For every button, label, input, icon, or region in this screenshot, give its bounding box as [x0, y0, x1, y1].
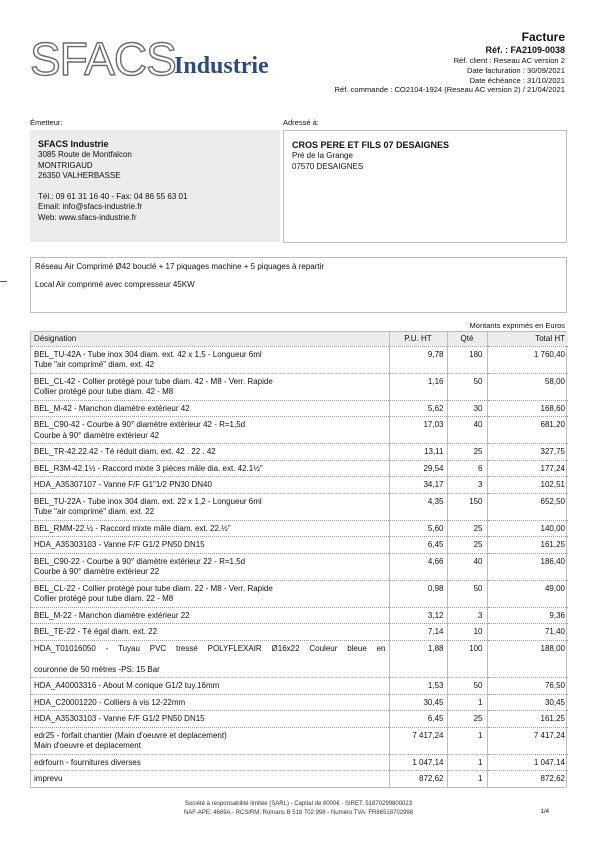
- item-designation: [31, 754, 389, 771]
- item-designation: [31, 553, 389, 580]
- item-unit-price: 1,88: [389, 640, 447, 678]
- invoice-title: Facture: [521, 30, 565, 44]
- item-unit-price: 1 047,14: [389, 754, 447, 771]
- issuer-name: SFACS Industrie: [38, 139, 109, 149]
- table-row: [31, 754, 568, 771]
- item-unit-price: 7,14: [389, 624, 447, 641]
- item-label: BEL_R3M-42.1½ - Raccord mixte 3 pièces mâle dia. ext. 42.1½": [34, 463, 263, 473]
- invoice-ref: Réf. : FA2109-0038: [485, 45, 565, 55]
- table-row: [31, 346, 568, 373]
- item-quantity: 1: [447, 694, 487, 711]
- item-label: HDA_A35307107 - Vanne F/F G1"1/2 PN30 DN40: [34, 480, 212, 489]
- item-label: BEL_M-22 - Manchon diamètre extérieur 22: [34, 610, 190, 620]
- item-label: HDA_T01016050 - Tuyau PVC tressé POLYFLEXAIR Ø16x22 Couleur bleue en: [34, 643, 386, 653]
- table-row: [31, 520, 568, 537]
- due-date: Date échéance : 31/10/2021: [469, 75, 565, 85]
- item-designation: [31, 373, 389, 400]
- table-row: [31, 477, 568, 494]
- table-row: [31, 711, 568, 728]
- item-label: BEL_CL-22 - Collier protégé pour tube diam. 22 - M8 - Verr. Rapide: [34, 583, 273, 593]
- table-row: [31, 373, 568, 400]
- item-total: 49,00: [487, 580, 568, 607]
- item-quantity: 3: [447, 607, 487, 624]
- item-detail: Courbe à 90° diamètre extérieur 22: [34, 567, 160, 576]
- fold-mark: [0, 281, 7, 282]
- item-unit-price: 6,45: [389, 711, 447, 728]
- line-items-table: [30, 331, 567, 788]
- item-label: BEL_TE-22 - Té égal diam. ext. 22: [34, 627, 158, 636]
- item-total: 7 417,24: [487, 727, 568, 754]
- item-unit-price: 29,54: [389, 460, 447, 477]
- issuer-box: [30, 130, 280, 242]
- item-label: BEL_TU-22A - Tube inox 304 diam. ext. 22 x 1,2 - Longueur 6ml: [34, 496, 262, 506]
- item-total: 71,40: [487, 624, 568, 641]
- description-line-1: Réseau Air Comprimé Ø42 bouclé + 17 piquages machine + 5 piquages à repartir: [35, 262, 325, 271]
- item-total: 102,51: [487, 477, 568, 494]
- item-unit-price: 7 417,24: [389, 727, 447, 754]
- item-quantity: 1: [447, 727, 487, 754]
- item-unit-price: 1,53: [389, 678, 447, 695]
- item-total: 9,36: [487, 607, 568, 624]
- item-total: 872,62: [487, 771, 568, 787]
- item-label: HDA_A35303103 - Vanne F/F G1/2 PN50 DN15: [34, 714, 205, 723]
- table-row: [31, 771, 568, 787]
- item-quantity: 40: [447, 417, 487, 444]
- table-row: [31, 624, 568, 641]
- col-header-quantity: Qté: [447, 332, 487, 346]
- item-quantity: 180: [447, 346, 487, 373]
- footer-line-2: NAF-APE: 4669A - RCS/RM: Romans B 518 702 998 - Numéro TVA: FR86518702998: [183, 810, 414, 816]
- item-quantity: 150: [447, 493, 487, 520]
- item-total: 186,40: [487, 553, 568, 580]
- recipient-address-1: Pré de la Grange: [292, 151, 353, 160]
- table-row: [31, 694, 568, 711]
- table-row: [31, 553, 568, 580]
- item-detail: Collier protégé pour tube diam. 42 - M8: [34, 387, 174, 396]
- item-total: 58,00: [487, 373, 568, 400]
- item-quantity: 50: [447, 373, 487, 400]
- col-header-total: Total HT: [487, 332, 568, 346]
- item-total: 76,50: [487, 678, 568, 695]
- col-header-designation: Désignation: [31, 332, 389, 346]
- item-designation: [31, 640, 389, 678]
- item-unit-price: 34,17: [389, 477, 447, 494]
- item-designation: [31, 607, 389, 624]
- recipient-label: Adressé à:: [283, 118, 319, 127]
- item-label: HDA_A35303103 - Vanne F/F G1/2 PN50 DN15: [34, 540, 205, 549]
- invoice-description: [30, 257, 567, 313]
- item-unit-price: 872,62: [389, 771, 447, 787]
- item-label: imprevu: [34, 774, 63, 783]
- item-total: 327,75: [487, 444, 568, 461]
- item-designation: [31, 346, 389, 373]
- item-total: 177,24: [487, 460, 568, 477]
- item-label: HDA_A40003316 - About M conique G1/2 tuy.16mm: [34, 681, 220, 690]
- item-detail: Tube "air comprimé" diam. ext. 22: [34, 507, 155, 516]
- item-unit-price: 5,62: [389, 400, 447, 417]
- item-label: HDA_C20001220 - Colliers à vis 12-22mm: [34, 697, 186, 707]
- issuer-email: Email: info@sfacs-industrie.fr: [38, 202, 143, 211]
- table-row: [31, 400, 568, 417]
- item-unit-price: 4,35: [389, 493, 447, 520]
- table-row: [31, 640, 568, 678]
- item-unit-price: 30,45: [389, 694, 447, 711]
- item-quantity: 25: [447, 711, 487, 728]
- item-total: 161,25: [487, 711, 568, 728]
- item-total: 140,00: [487, 520, 568, 537]
- item-total: 1 047,14: [487, 754, 568, 771]
- item-label: BEL_C90-42 - Courbe à 90° diamètre extérieur 42 - R=1,5d: [34, 420, 246, 429]
- item-unit-price: 1,16: [389, 373, 447, 400]
- item-unit-price: 6,45: [389, 537, 447, 554]
- item-designation: [31, 477, 389, 494]
- item-quantity: 10: [447, 624, 487, 641]
- item-label: BEL_TR-42.22.42 - Té réduit diam. ext. 42 . 22 . 42: [34, 447, 216, 456]
- item-quantity: 50: [447, 678, 487, 695]
- issuer-website: Web: www.sfacs-industrie.fr: [38, 212, 137, 222]
- item-quantity: 30: [447, 400, 487, 417]
- item-detail: couronne de 50 mètres -PS: 15 Bar: [34, 664, 160, 674]
- item-quantity: 25: [447, 520, 487, 537]
- issuer-phone: Tél.: 09 61 31 16 40 - Fax: 04 86 55 63 01: [38, 191, 188, 201]
- item-designation: [31, 537, 389, 554]
- item-unit-price: 13,11: [389, 444, 447, 461]
- item-detail: Collier protégé pour tube diam. 22 - M8: [34, 594, 174, 603]
- item-total: 30,45: [487, 694, 568, 711]
- client-ref: Réf. client : Reseau AC version 2: [453, 56, 565, 65]
- item-label: BEL_RMM-22.½ - Raccord mixte mâle diam. ext. 22.½": [34, 523, 231, 533]
- item-total: 168,60: [487, 400, 568, 417]
- issuer-address-2: MONTRIGAUD: [38, 160, 93, 170]
- item-designation: [31, 460, 389, 477]
- item-unit-price: 5,60: [389, 520, 447, 537]
- item-quantity: 6: [447, 460, 487, 477]
- item-designation: [31, 444, 389, 461]
- item-unit-price: 4,66: [389, 553, 447, 580]
- item-designation: [31, 694, 389, 711]
- col-header-unit-price: P.U. HT: [389, 332, 447, 346]
- item-total: 188,00: [487, 640, 568, 678]
- item-designation: [31, 493, 389, 520]
- item-designation: [31, 678, 389, 695]
- logo-word: Industrie: [174, 53, 269, 79]
- recipient-address-2: 07570 DESAIGNES: [292, 161, 364, 171]
- item-label: edr25 - forfait chantier (Main d'oeuvre et deplacement): [34, 730, 227, 740]
- issuer-label: Émetteur:: [30, 118, 63, 127]
- item-total: 681,20: [487, 417, 568, 444]
- item-label: edrfourn - fournitures diverses: [34, 757, 141, 767]
- item-quantity: 1: [447, 771, 487, 787]
- footer-line-1: Société à responsabilité limitée (SARL) - Capital de 8000€ - SIRET: 51870299800023: [184, 801, 413, 807]
- item-designation: [31, 711, 389, 728]
- item-quantity: 25: [447, 537, 487, 554]
- recipient-name: CROS PERE ET FILS 07 DESAIGNES: [292, 140, 450, 150]
- table-row: [31, 460, 568, 477]
- table-row: [31, 727, 568, 754]
- item-quantity: 100: [447, 640, 487, 678]
- item-detail: Main d'oeuvre et deplacement: [34, 741, 141, 750]
- table-row: [31, 580, 568, 607]
- invoice-header: [335, 30, 565, 95]
- item-designation: [31, 771, 389, 787]
- item-detail: Tube "air comprimé" diam. ext. 42: [34, 360, 155, 369]
- item-label: BEL_CL-42 - Collier protégé pour tube diam. 42 - M8 - Verr. Rapide: [34, 376, 273, 386]
- item-label: BEL_C90-22 - Courbe à 90° diamètre extérieur 22 - R=1,5d: [34, 556, 246, 566]
- item-designation: [31, 417, 389, 444]
- item-quantity: 3: [447, 477, 487, 494]
- item-designation: [31, 624, 389, 641]
- item-total: 652,50: [487, 493, 568, 520]
- company-logo: [30, 33, 290, 86]
- item-designation: [31, 580, 389, 607]
- table-header-row: [31, 332, 568, 346]
- invoice-date: Date facturation : 30/09/2021: [467, 65, 565, 75]
- item-label: BEL_M-42 - Manchon diamètre extérieur 42: [34, 403, 190, 413]
- description-line-2: Local Air comprimé avec compresseur 45KW: [35, 280, 195, 289]
- recipient-box: [283, 130, 567, 243]
- logo-mark: SFACS: [30, 33, 176, 85]
- table-row: [31, 678, 568, 695]
- item-quantity: 40: [447, 553, 487, 580]
- item-unit-price: 17,03: [389, 417, 447, 444]
- page-number: 1/4: [540, 809, 549, 815]
- item-quantity: 25: [447, 444, 487, 461]
- item-designation: [31, 520, 389, 537]
- table-row: [31, 444, 568, 461]
- table-row: [31, 537, 568, 554]
- table-row: [31, 493, 568, 520]
- order-ref: Réf. commande : CO2104-1924 (Reseau AC version 2) / 21/04/2021: [334, 85, 565, 95]
- item-total: 161,25: [487, 537, 568, 554]
- table-row: [31, 417, 568, 444]
- item-quantity: 50: [447, 580, 487, 607]
- issuer-address-1: 3085 Route de Montfalcon: [38, 150, 132, 159]
- issuer-address-3: 26350 VALHERBASSE: [38, 171, 121, 180]
- legal-footer: [30, 800, 567, 818]
- item-quantity: 1: [447, 754, 487, 771]
- item-designation: [31, 727, 389, 754]
- item-unit-price: 3,12: [389, 607, 447, 624]
- item-unit-price: 9,78: [389, 346, 447, 373]
- item-label: BEL_TU-42A - Tube inox 304 diam. ext. 42 x 1,5 - Longueur 6ml: [34, 349, 262, 359]
- item-designation: [31, 400, 389, 417]
- currency-note: Montants exprimés en Euros: [469, 321, 565, 330]
- item-detail: Courbe à 90° diamètre extérieur 42: [34, 430, 160, 440]
- item-total: 1 760,40: [487, 346, 568, 373]
- table-row: [31, 607, 568, 624]
- item-unit-price: 0,98: [389, 580, 447, 607]
